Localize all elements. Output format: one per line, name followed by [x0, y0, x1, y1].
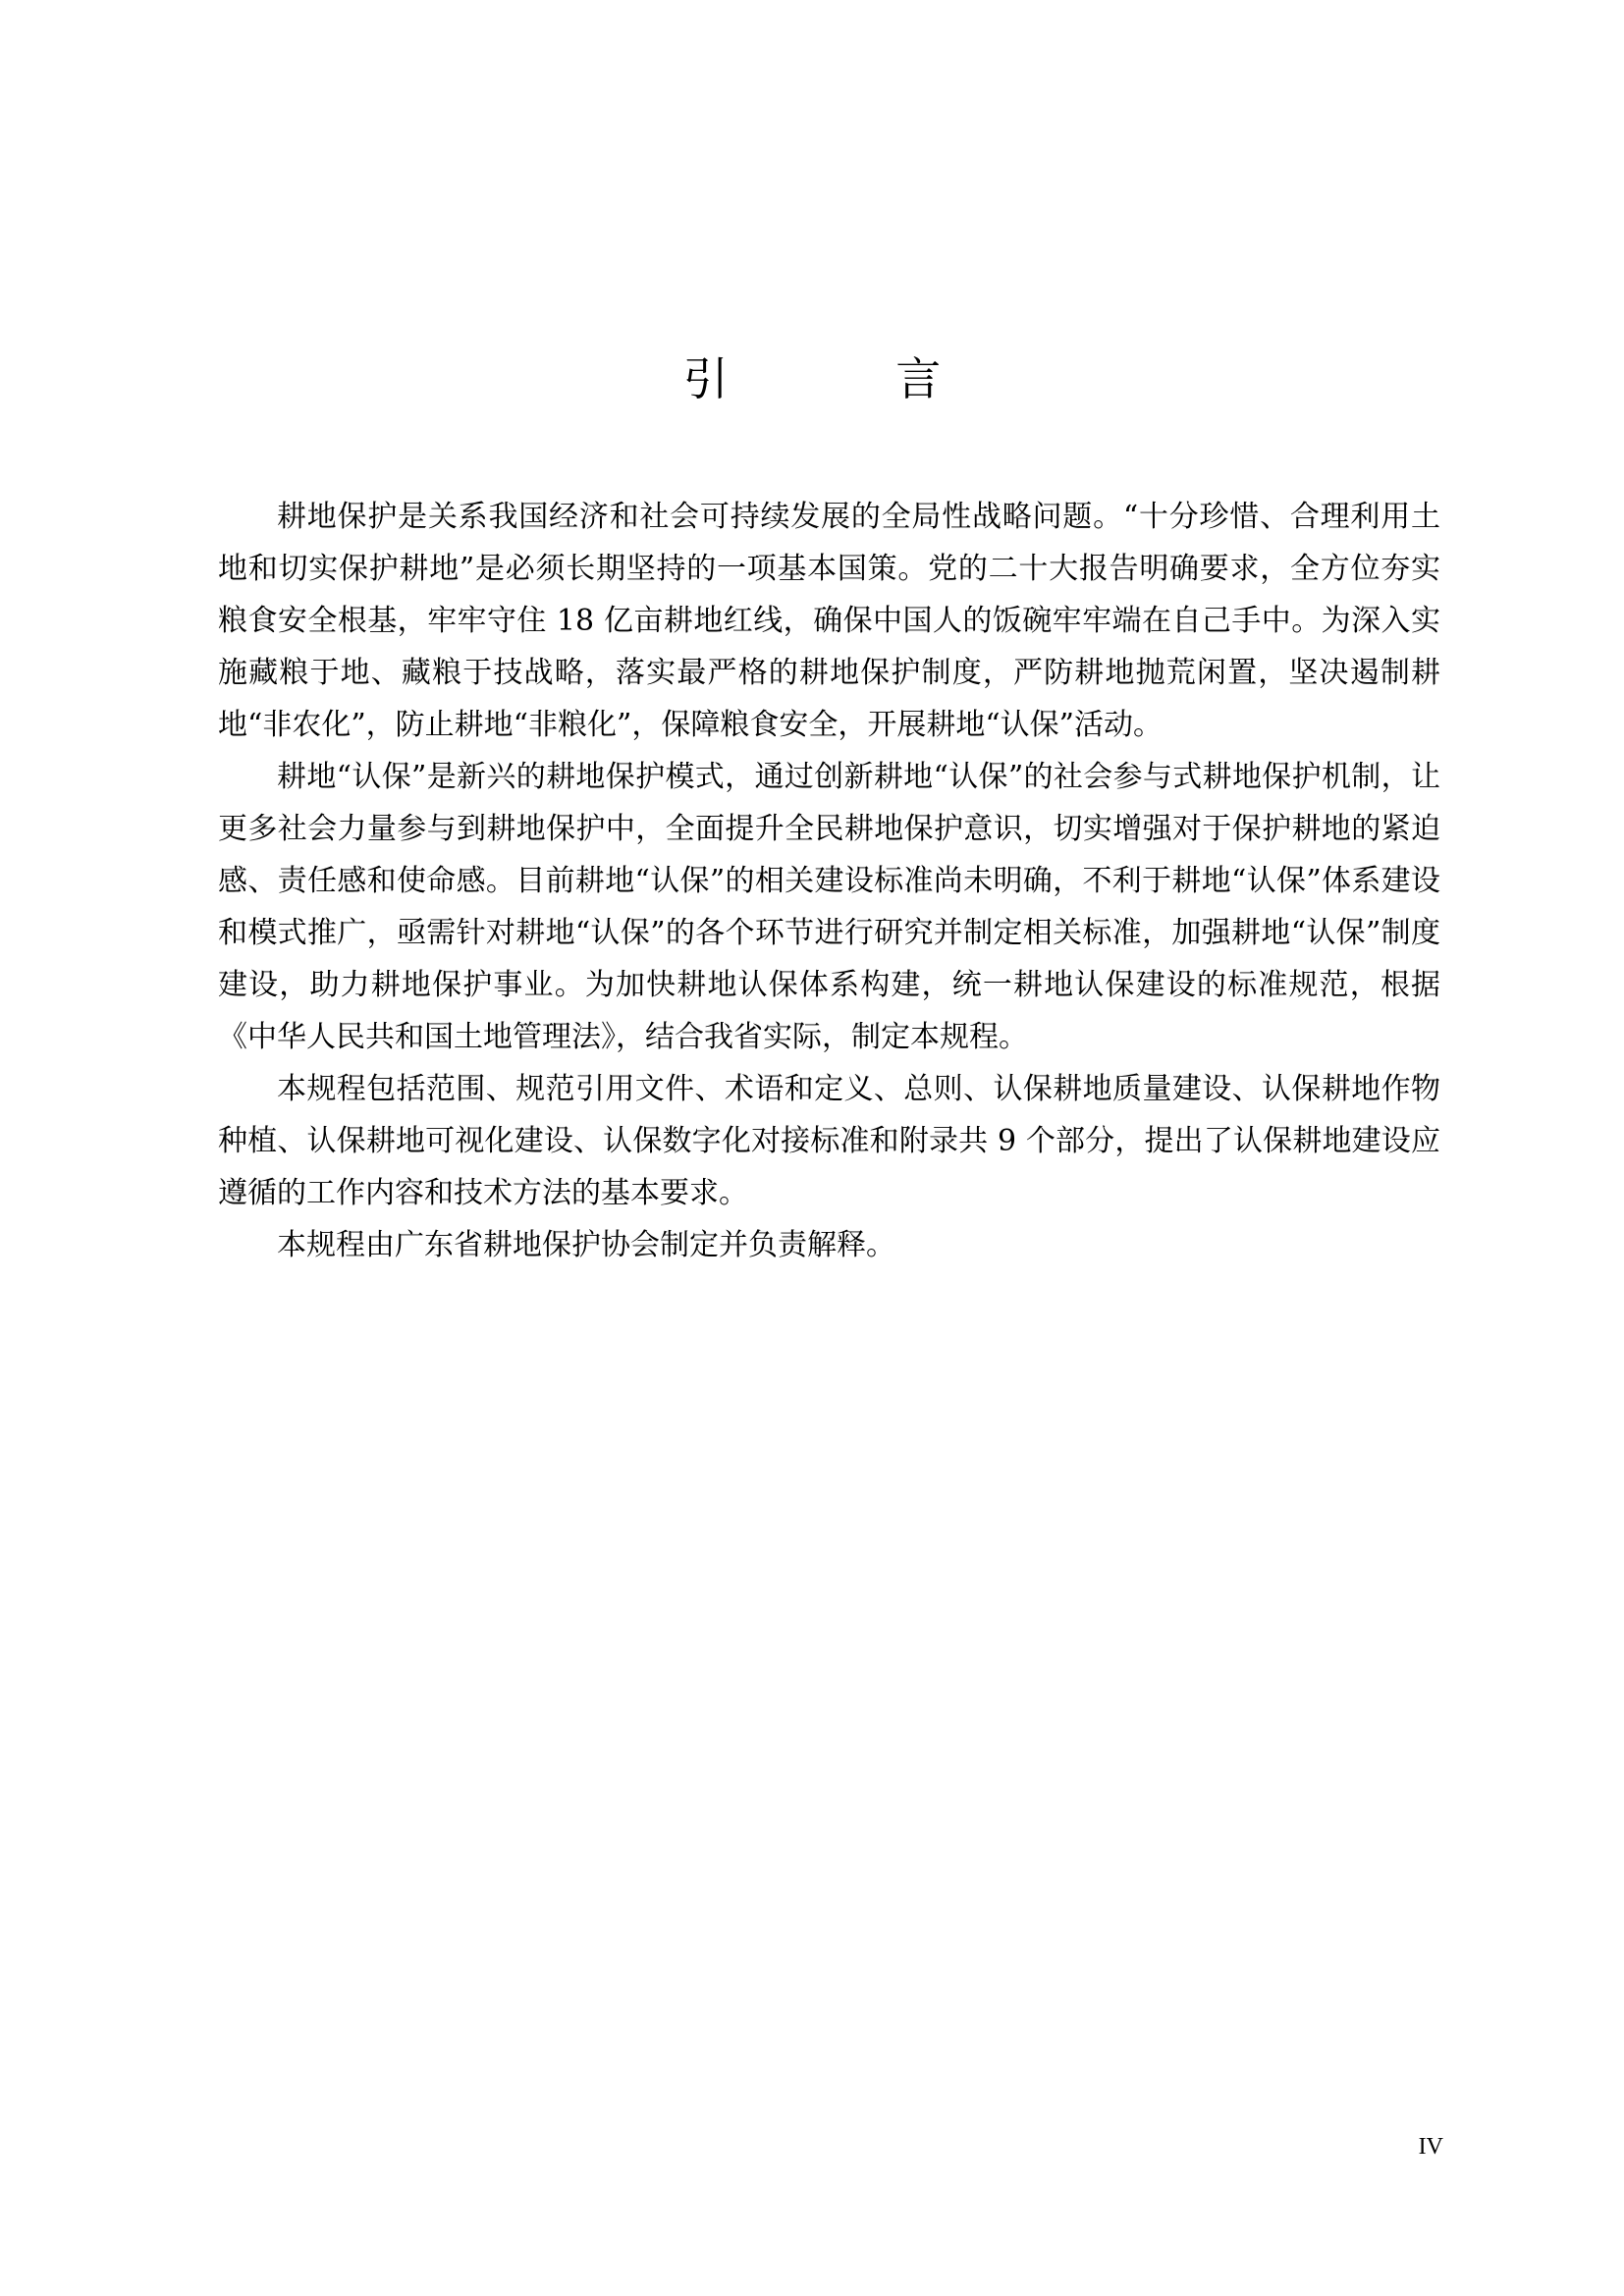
paragraph-1: 耕地保护是关系我国经济和社会可持续发展的全局性战略问题。“十分珍惜、合理利用土地和切实保护耕地”是必须长期坚持的一项基本国策。党的二十大报告明确要求，全方位夯实粮食安全根基，牢牢守住 18 亿亩耕地红线，确保中国人的饭碗牢牢端在自己手中。为深入实施藏粮于地、藏粮于技战略，落实最严格的耕地保护制度，严防耕地抛荒闲置，坚决遏制耕地“非农化”，防止耕地“非粮化”，保障粮食安全，开展耕地“认保”活动。: [218, 500, 1440, 742]
paragraph-4: 本规程由广东省耕地保护协会制定并负责解释。: [277, 1228, 895, 1262]
introduction-body: [218, 491, 1440, 1271]
page-title: 引 言: [682, 352, 1018, 405]
paragraph-3: 本规程包括范围、规范引用文件、术语和定义、总则、认保耕地质量建设、认保耕地作物种植、认保耕地可视化建设、认保数字化对接标准和附录共 9 个部分，提出了认保耕地建设应遵循的工作内容和技术方法的基本要求。: [218, 1072, 1440, 1210]
paragraph-2: 耕地“认保”是新兴的耕地保护模式，通过创新耕地“认保”的社会参与式耕地保护机制，让更多社会力量参与到耕地保护中，全面提升全民耕地保护意识，切实增强对于保护耕地的紧迫感、责任感和使命感。目前耕地“认保”的相关建设标准尚未明确，不利于耕地“认保”体系建设和模式推广，亟需针对耕地“认保”的各个环节进行研究并制定相关标准，加强耕地“认保”制度建设，助力耕地保护事业。为加快耕地认保体系构建，统一耕地认保建设的标准规范，根据《中华人民共和国土地管理法》，结合我省实际，制定本规程。: [218, 760, 1440, 1054]
page-number: IV: [1418, 2134, 1443, 2160]
